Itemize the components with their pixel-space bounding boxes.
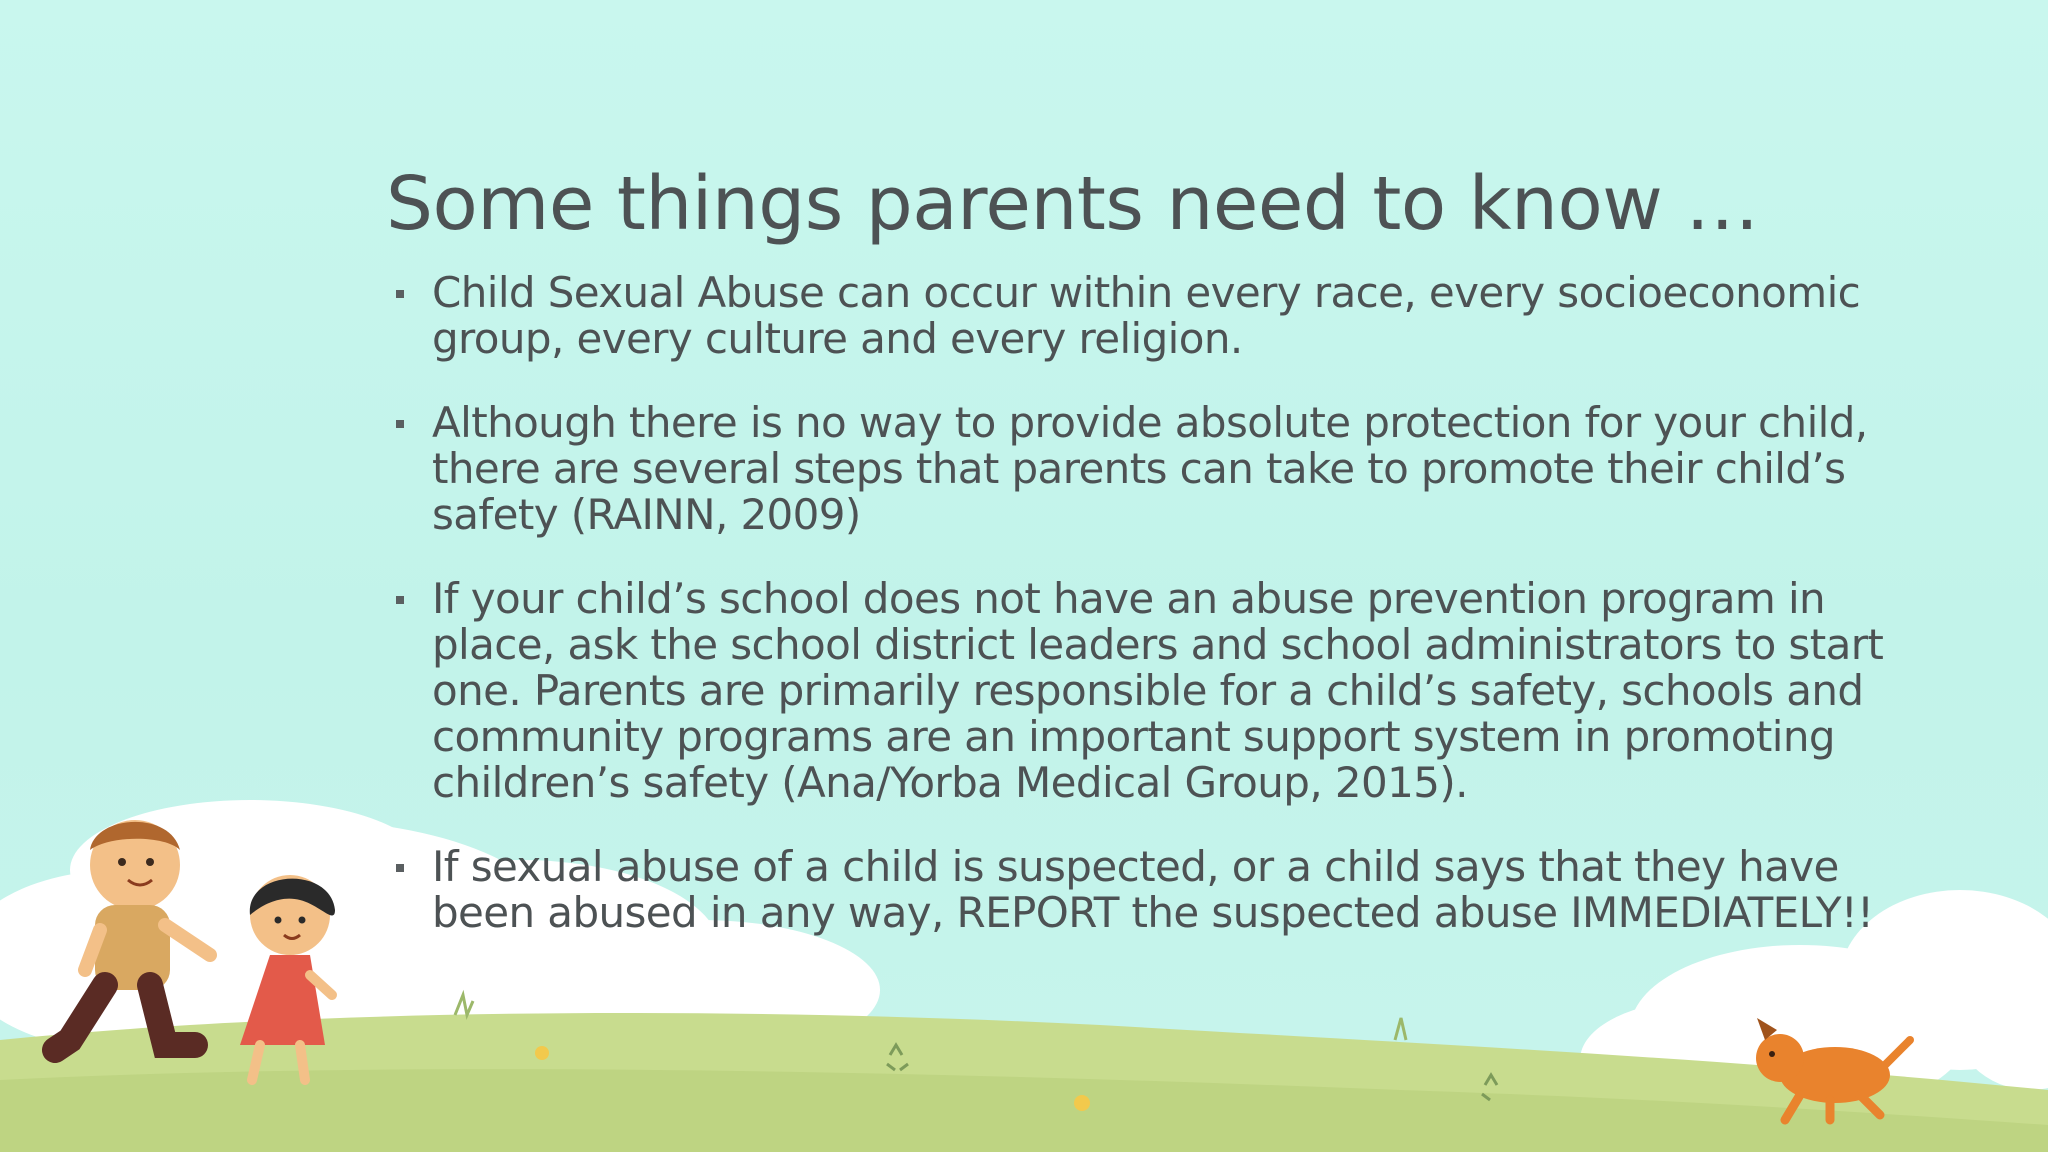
bullet-item bbox=[388, 844, 1948, 936]
bullet-item bbox=[388, 270, 1948, 362]
bullet-item bbox=[388, 400, 1948, 538]
bullet-text: If your child’s school does not have an abuse prevention program in place, ask the school district leaders and school administrators to start one. Parents are primarily responsible for a child’s safety, schools and community programs are an important support system in promoting children’s safety (Ana/Yorba Medical Group, 2015). bbox=[432, 574, 1884, 807]
square-bullet-icon bbox=[396, 420, 404, 428]
bullet-text: If sexual abuse of a child is suspected, or a child says that they have been abused in any way, REPORT the suspected abuse IMMEDIATELY!! bbox=[432, 842, 1874, 937]
bullet-text: Child Sexual Abuse can occur within every race, every socioeconomic group, every culture and every religion. bbox=[432, 268, 1861, 363]
square-bullet-icon bbox=[396, 864, 404, 872]
slide-title: Some things parents need to know … bbox=[386, 161, 1759, 247]
square-bullet-icon bbox=[396, 596, 404, 604]
square-bullet-icon bbox=[396, 290, 404, 298]
bullet-text: Although there is no way to provide absolute protection for your child, there are several steps that parents can take to promote their child’s safety (RAINN, 2009) bbox=[432, 398, 1868, 539]
bullet-list bbox=[388, 270, 1948, 974]
bullet-item bbox=[388, 576, 1948, 806]
